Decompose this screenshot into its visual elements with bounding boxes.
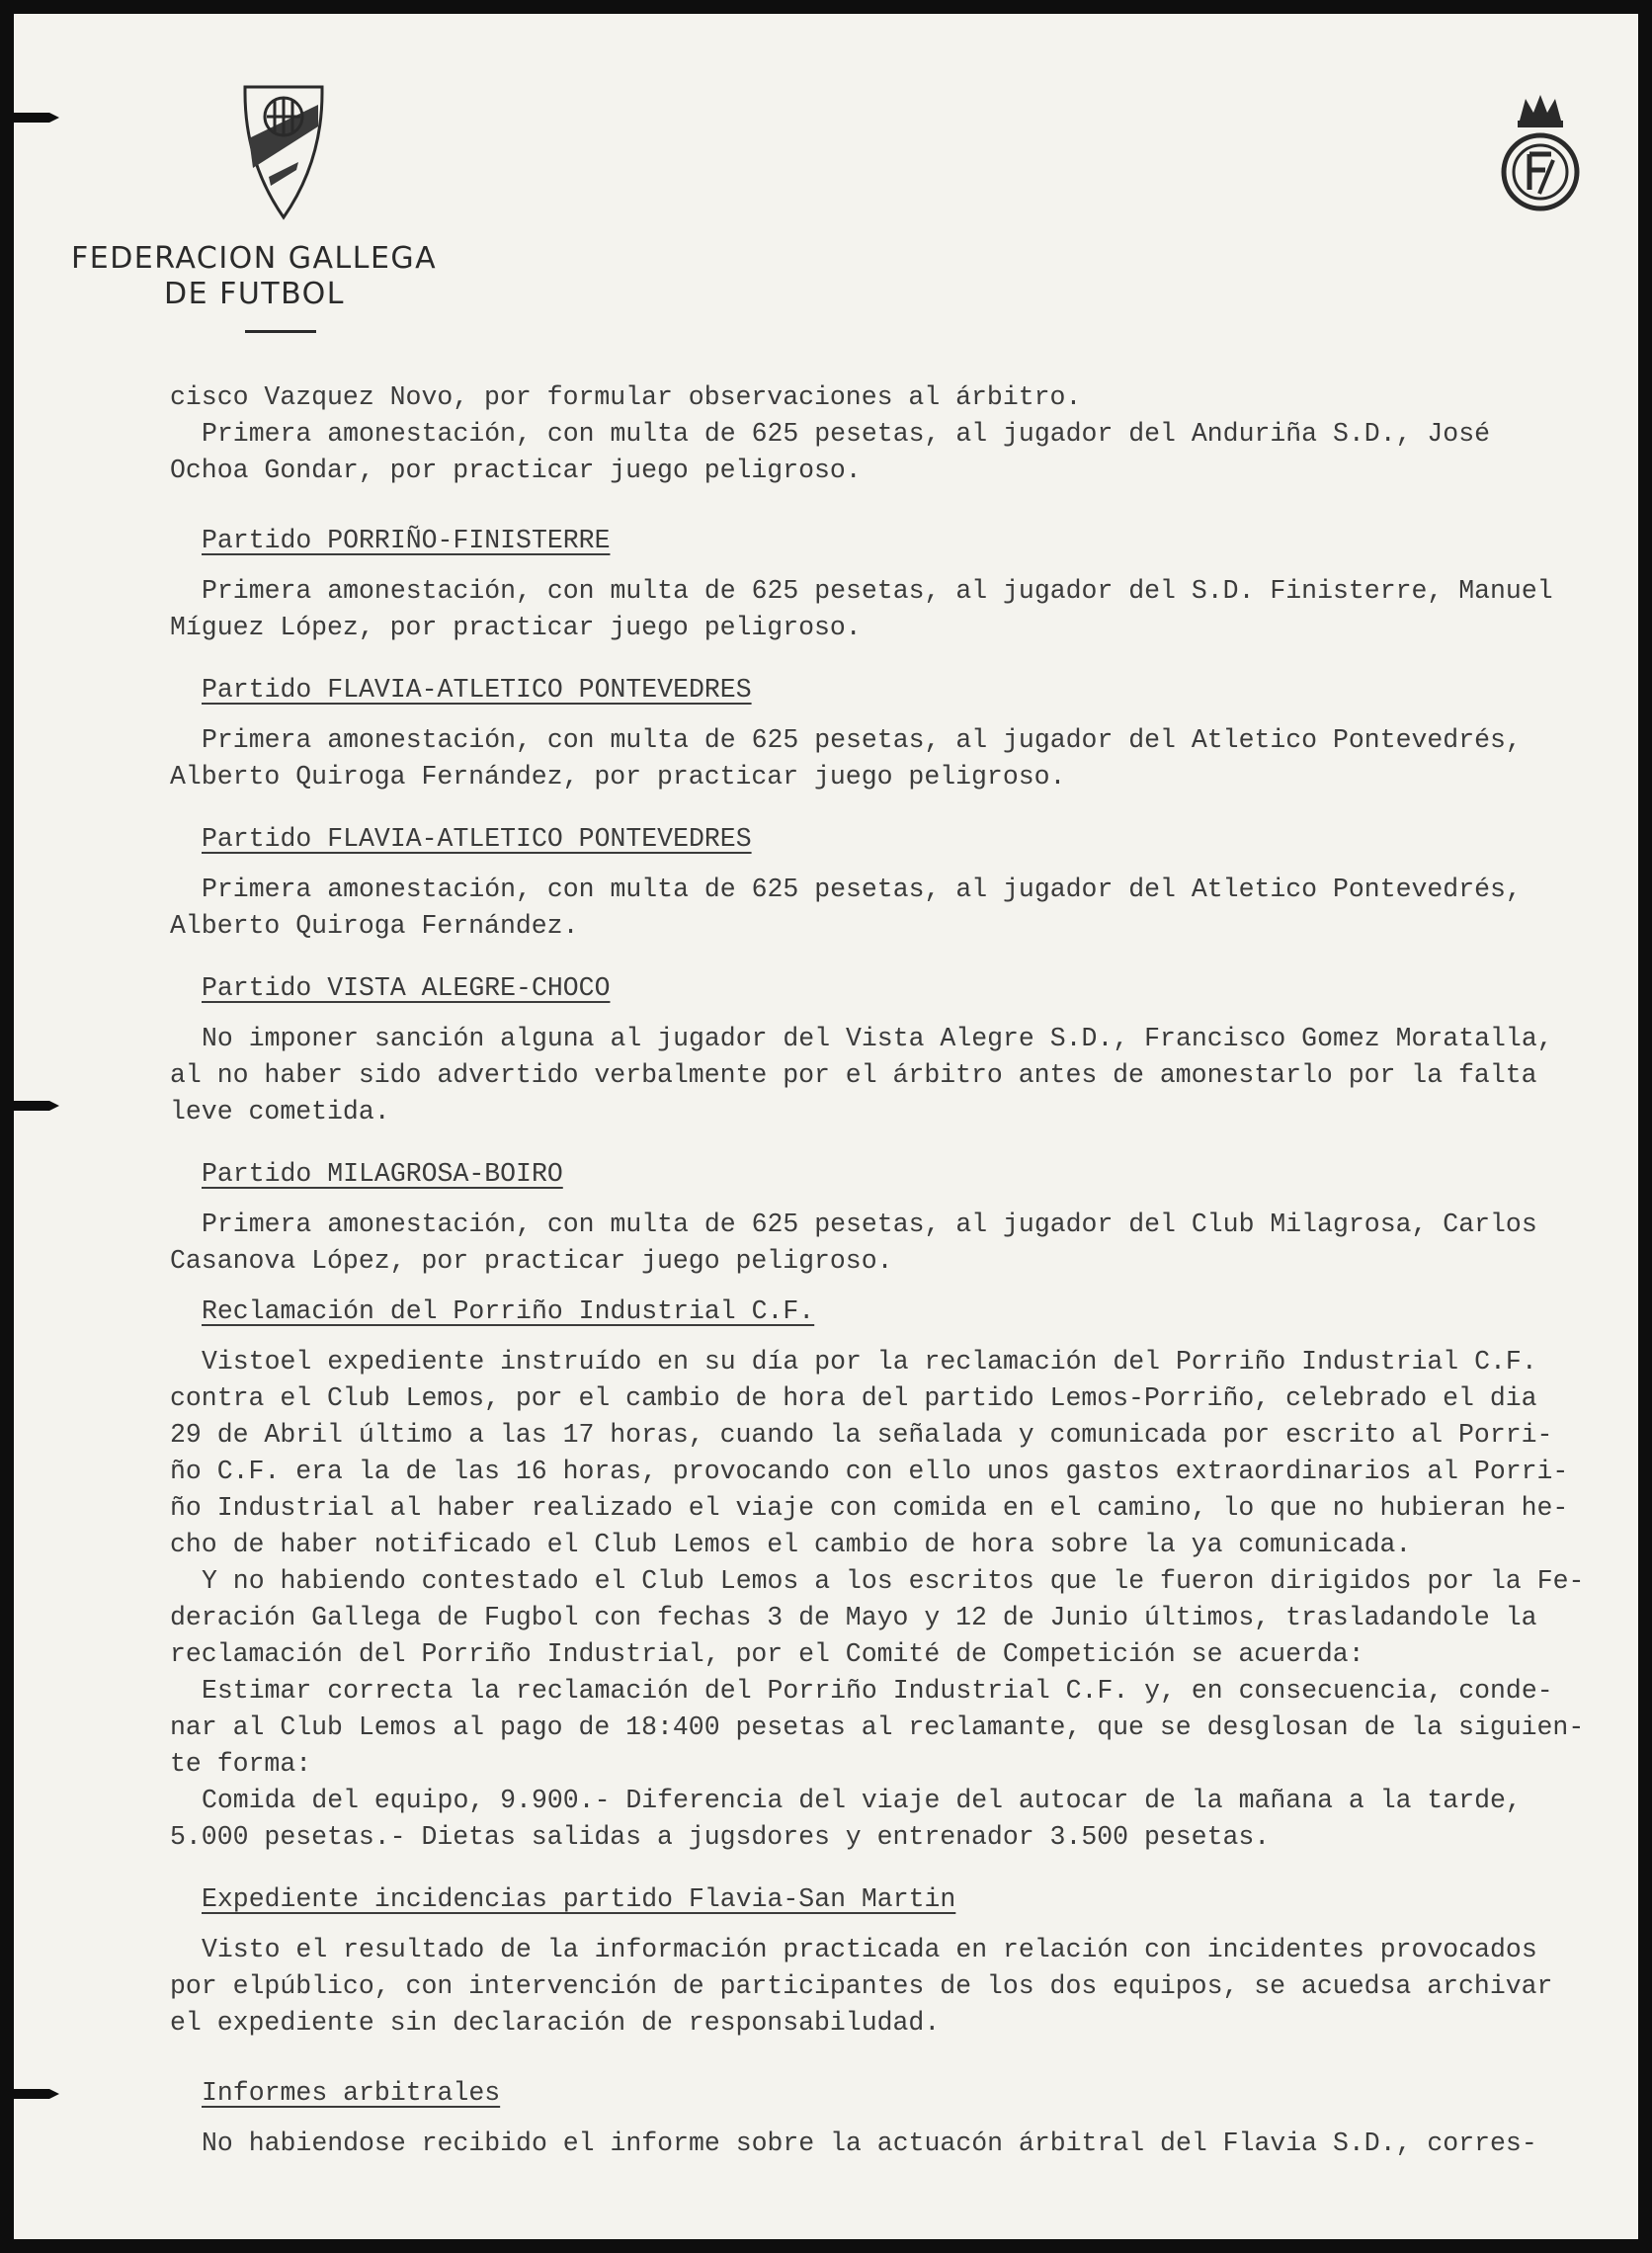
federation-shield-logo — [239, 83, 328, 221]
body-line: reclamación del Porriño Industrial, por el Comité de Competición se acuerda: — [170, 1639, 1364, 1669]
body-line: contra el Club Lemos, por el cambio de hora del partido Lemos-Porriño, celebrado el dia — [170, 1383, 1537, 1413]
federation-name-line1: FEDERACION GALLEGA — [71, 241, 438, 276]
body-line: cisco Vazquez Novo, por formular observaciones al árbitro. — [170, 382, 1082, 412]
body-line: No habiendose recibido el informe sobre la actuacón árbitral del Flavia S.D., corres- — [202, 2128, 1537, 2158]
section-title: Partido FLAVIA-ATLETICO PONTEVEDRES — [202, 824, 752, 854]
body-line: Míguez López, por practicar juego peligroso. — [170, 613, 862, 642]
body-line: por elpúblico, con intervención de participantes de los dos equipos, se acuedsa archivar — [170, 1971, 1553, 2001]
section-title: Reclamación del Porriño Industrial C.F. — [202, 1296, 815, 1326]
section-title: Partido PORRIÑO-FINISTERRE — [202, 526, 611, 555]
body-line: Comida del equipo, 9.900.- Diferencia del viaje del autocar de la mañana a la tarde, — [202, 1786, 1522, 1815]
section-title: Expediente incidencias partido Flavia-San Martin — [202, 1884, 956, 1914]
body-line: Primera amonestación, con multa de 625 pesetas, al jugador del S.D. Finisterre, Manuel — [202, 576, 1553, 606]
section-title: Partido VISTA ALEGRE-CHOCO — [202, 973, 611, 1003]
body-line: Casanova López, por practicar juego peligroso. — [170, 1246, 893, 1276]
document-body — [170, 379, 1638, 2162]
body-line: Vistoel expediente instruído en su día por la reclamación del Porriño Industrial C.F. — [202, 1347, 1537, 1377]
body-line: el expediente sin declaración de responsabiludad. — [170, 2008, 941, 2038]
body-line: Estimar correcta la reclamación del Porriño Industrial C.F. y, en consecuencia, conde- — [202, 1676, 1553, 1706]
section-title: Informes arbitrales — [202, 2078, 501, 2108]
body-line: te forma: — [170, 1749, 312, 1779]
section-title: Partido MILAGROSA-BOIRO — [202, 1159, 563, 1189]
body-line: Primera amonestación, con multa de 625 pesetas, al jugador del Club Milagrosa, Carlos — [202, 1210, 1537, 1239]
body-line: ño C.F. era la de las 16 horas, provocando con ello unos gastos extraordinarios al Porri- — [170, 1457, 1569, 1486]
federation-name — [71, 241, 486, 312]
body-line: Primera amonestación, con multa de 625 pesetas, al jugador del Anduriña S.D., José — [202, 419, 1491, 449]
body-line: Alberto Quiroga Fernández. — [170, 911, 579, 941]
binding-tab — [14, 2089, 49, 2099]
body-line: Primera amonestación, con multa de 625 pesetas, al jugador del Atletico Pontevedrés, — [202, 875, 1522, 904]
body-line: Primera amonestación, con multa de 625 pesetas, al jugador del Atletico Pontevedrés, — [202, 725, 1522, 755]
body-line: ño Industrial al haber realizado el viaje con comida en el camino, lo que no hubieran he- — [170, 1493, 1569, 1523]
body-line: Visto el resultado de la información practicada en relación con incidentes provocados — [202, 1935, 1537, 1964]
body-line: Ochoa Gondar, por practicar juego peligroso. — [170, 456, 862, 485]
body-line: 29 de Abril último a las 17 horas, cuando la señalada y comunicada por escrito al Porri- — [170, 1420, 1553, 1450]
body-line: No imponer sanción alguna al jugador del Vista Alegre S.D., Francisco Gomez Moratalla, — [202, 1024, 1553, 1053]
body-line: leve cometida. — [170, 1097, 390, 1126]
body-line: Alberto Quiroga Fernández, por practicar juego peligroso. — [170, 762, 1066, 792]
section-title: Partido FLAVIA-ATLETICO PONTEVEDRES — [202, 675, 752, 705]
body-line: nar al Club Lemos al pago de 18:400 pesetas al reclamante, que se desglosan de la siguien- — [170, 1712, 1585, 1742]
body-line: Y no habiendo contestado el Club Lemos a los escritos que le fueron dirigidos por la Fe- — [202, 1566, 1585, 1596]
federation-name-line2: DE FUTBOL — [164, 277, 346, 311]
body-line: deración Gallega de Fugbol con fechas 3 de Mayo y 12 de Junio últimos, trasladandole la — [170, 1603, 1537, 1632]
body-line: 5.000 pesetas.- Dietas salidas a jugsdores y entrenador 3.500 pesetas. — [170, 1822, 1271, 1852]
crown-emblem-logo — [1496, 91, 1585, 214]
letterhead-rule — [245, 330, 316, 333]
binding-tab — [14, 1101, 49, 1111]
binding-tab — [14, 113, 49, 123]
document-page — [14, 14, 1638, 2239]
body-line: al no haber sido advertido verbalmente por el árbitro antes de amonestarlo por la falta — [170, 1060, 1537, 1090]
body-line: cho de haber notificado el Club Lemos el cambio de hora sobre la ya comunicada. — [170, 1530, 1412, 1559]
